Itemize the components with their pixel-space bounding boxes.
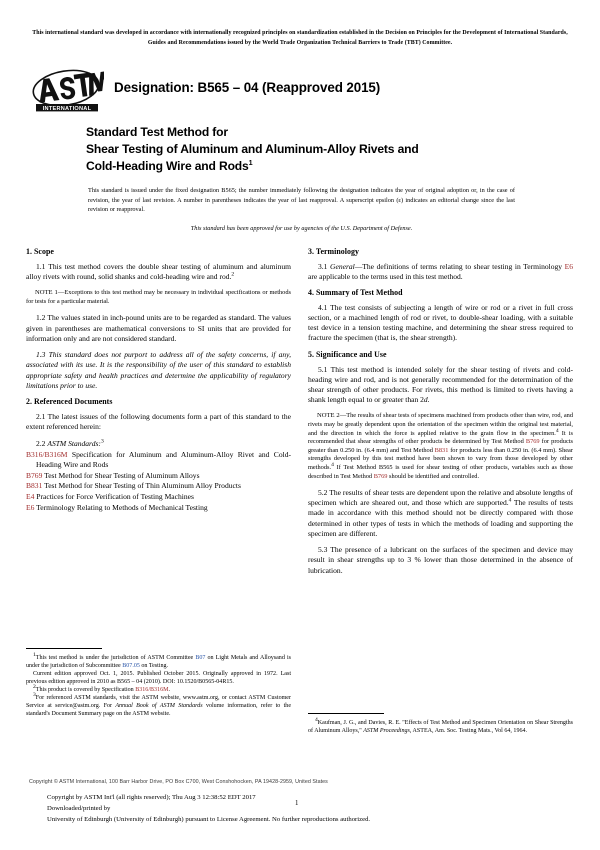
issue-statement (88, 186, 515, 234)
right-column (308, 247, 573, 576)
reference-code[interactable]: B316/B316M (26, 449, 68, 459)
reference-code[interactable]: E6 (26, 502, 35, 512)
reference-title: Specification for Aluminum and Aluminum-Alloy Rivet and Cold-Heading Wire and Rods (36, 449, 291, 470)
download-line-1: Copyright by ASTM Int'l (all rights reserved); Thu Aug 3 12:38:52 EDT 2017 (47, 794, 256, 801)
paragraph-5-2: 5.2 The results of shear tests are dependent upon the relative and absolute lengths of specimen which are sheared out, and those which are supported.$^4$ The results of tests made in accordance with this method should not be directly compared with those determined in other types of tests in which the methods of loading and supporting the specimen are different. (308, 488, 573, 538)
reference-code[interactable]: B769 (26, 470, 43, 480)
dod-approval-note: This standard has been approved for use by agencies of the U.S. Department of Defense. (190, 225, 413, 233)
section-heading-significance: 5. Significance and Use (308, 350, 387, 360)
list-item (26, 492, 291, 502)
designation-band (28, 68, 573, 116)
note-2: NOTE 2—The results of shear tests of specimens machined from products other than wire, rod, and rivets may be greatly dependent upon the orientation of the specimen within the original test material, and the direction in which the force is applied relative to the grain flow in the specimen.$^4$ It is recommended that shear strengths of other products be determined by Test Method B769 for products greater than 0.250 in. (6.4 mm) and Test Method B831 for products less than 0.250 in. (6.4 mm). Shear strengths developed by this test method have been shown to vary from those developed by other methods.$^4$ If Test Method B565 is used for shear testing of other products, variables such as those described in Test Method B769 should be identified and controlled. (308, 412, 574, 480)
footnote-rule (308, 713, 384, 714)
svg-text:INTERNATIONAL: INTERNATIONAL (42, 105, 92, 112)
paragraph-1-1: 1.1 This test method covers the double shear testing of aluminum and aluminum alloy rivets with round, solid shanks and cold-heading wire and rod.$^2$ (26, 261, 291, 281)
list-item (26, 471, 291, 481)
footnote-1: $^1$This test method is under the jurisdiction of ASTM Committee B07 on Light Metals and Alloysand is under the jurisdiction of Subcommittee B07.05 on Testing. (26, 651, 291, 670)
reference-title: Test Method for Shear Testing of Aluminum Alloys (44, 470, 200, 480)
paragraph-4-1: 4.1 The test consists of subjecting a length of wire or rod or a rivet in full cross section, or a machined length of rod or rivet, to double-shear loading, with a suitable test device in a tension testing machine, and determining the shear stress required to fracture the specimen (that is, the shear strength). (308, 303, 573, 343)
page-title (86, 124, 516, 176)
list-item (26, 450, 291, 470)
paragraph-5-3: 5.3 The presence of a lubricant on the surfaces of the specimen and device may result in shear strengths up to 3 % lower than those determined in the absence of lubrication. (308, 545, 573, 575)
copyright-line: Copyright © ASTM International, 100 Barr Harbor Drive, PO Box C700, West Conshohocken, PA 19428-2959, United States (29, 779, 328, 785)
page-number: 1 (295, 800, 299, 807)
reference-title: Terminology Relating to Methods of Mechanical Testing (36, 502, 208, 512)
reference-code[interactable]: E6 (564, 261, 574, 271)
reference-list (26, 450, 291, 513)
subcommittee-code[interactable]: B07.05 (122, 663, 140, 670)
reference-code[interactable]: B316/B316M (135, 687, 169, 694)
right-footnotes (308, 713, 573, 735)
paragraph-2-1: 2.1 The latest issues of the following documents form a part of this standard to the extent referenced herein: (26, 411, 291, 432)
reference-code[interactable]: B769 (373, 472, 388, 480)
astm-logo-icon (30, 68, 104, 114)
reference-title: Test Method for Shear Testing of Thin Aluminum Alloy Products (44, 481, 241, 491)
reference-code[interactable]: E4 (26, 491, 35, 501)
title-line-2: Shear Testing of Aluminum and Aluminum-Alloy Rivets and (86, 142, 419, 157)
section-heading-referenced-documents: 2. Referenced Documents (26, 397, 113, 407)
section-heading-scope: 1. Scope (26, 247, 54, 256)
list-item (26, 503, 291, 513)
footnote-2: $^2$This product is covered by Specification B316/B316M. (33, 684, 170, 694)
title-line-3: Cold-Heading Wire and Rods$^1$ (86, 158, 253, 174)
title-line-1: Standard Test Method for (86, 125, 228, 139)
tbt-notice: This international standard was developed in accordance with internationally recognized principles on standardization established in the Decision on Principles for the Development of International Standards, Guides and Recommendations issued by the World Trade Organization Technical Barriers to Trade (TBT) Committee. (32, 30, 568, 46)
download-line-2: Downloaded/printed by (47, 804, 111, 812)
paragraph-3-1: 3.1 General—The definitions of terms relating to shear testing in Terminology E6 are applicable to the terms used in this test method. (308, 261, 574, 281)
download-info (47, 793, 567, 826)
footnote-rule (26, 648, 102, 649)
committee-code[interactable]: B07 (195, 655, 206, 661)
reference-code[interactable]: B831 (26, 481, 43, 491)
paragraph-1-3: 1.3 This standard does not purport to address all of the safety concerns, if any, associated with its use. It is the responsibility of the user of this standard to establish appropriate safety and health practices and determine the applicability of regulatory limitations prior to use. (26, 350, 291, 390)
footnote-current-edition: Current edition approved Oct. 1, 2015. Published October 2015. Originally approved in 1972. Last previous edition approved in 2010 as B565 – 04 (2010). DOI: 10.1520/B0565-04R15. (26, 671, 291, 686)
left-column (26, 247, 291, 513)
reference-code[interactable]: B769 (525, 438, 540, 446)
issue-body: This standard is issued under the fixed designation B565; the number immediately following the designation indicates the year of original adoption or, in the case of revision, the year of last revision. A number in parentheses indicates the year of last reapproval. A superscript epsilon (ε) indicates an editorial change since the last revision or reapproval. (88, 187, 515, 214)
note-1: NOTE 1—Exceptions to this test method may be necessary in individual specifications or methods for tests for a particular material. (26, 288, 291, 305)
list-item (26, 481, 291, 491)
paragraph-2-2-label: 2.2 ASTM Standards:$^3$ (36, 438, 104, 448)
section-heading-summary: 4. Summary of Test Method (308, 288, 403, 298)
paragraph-5-1: 5.1 This test method is intended solely for the shear testing of rivets and cold-heading wire and rod, and is not generally recommended for the determination of the shear strength of other products. For rivets, this method is limited to rivets having a shank length equal to or greater than 2d. (308, 364, 573, 405)
footnote-3: $^3$For referenced ASTM standards, visit the ASTM website, www.astm.org, or contact ASTM Customer Service at service@astm.org. For Annual Book of ASTM Standards volume information, refer to the standard's Document Summary page on the ASTM website. (26, 692, 292, 718)
title-footnote-marker: 1 (248, 158, 253, 168)
download-line-3: University of Edinburgh (University of Edinburgh) pursuant to License Agreement. No further reproductions authorized. (47, 815, 371, 823)
section-heading-terminology: 3. Terminology (308, 247, 359, 256)
designation-text: Designation: B565 – 04 (Reapproved 2015) (114, 80, 381, 95)
reference-title: Practices for Force Verification of Testing Machines (36, 491, 194, 501)
footnote-4: $^4$Kaufman, J. G., and Davies, R. E. "Effects of Test Method and Specimen Orientation on Shear Strengths of Aluminum Alloys," ASTM Proceedings, ASTEA, Am. Soc. Testing Mats., Vol 64, 1964. (308, 716, 573, 735)
paragraph-1-2: 1.2 The values stated in inch-pound units are to be regarded as standard. The values given in parentheses are mathematical conversions to SI units that are provided for information only and are not considered standard. (26, 313, 291, 343)
reference-code[interactable]: B831 (434, 446, 449, 454)
left-footnotes (26, 648, 291, 719)
